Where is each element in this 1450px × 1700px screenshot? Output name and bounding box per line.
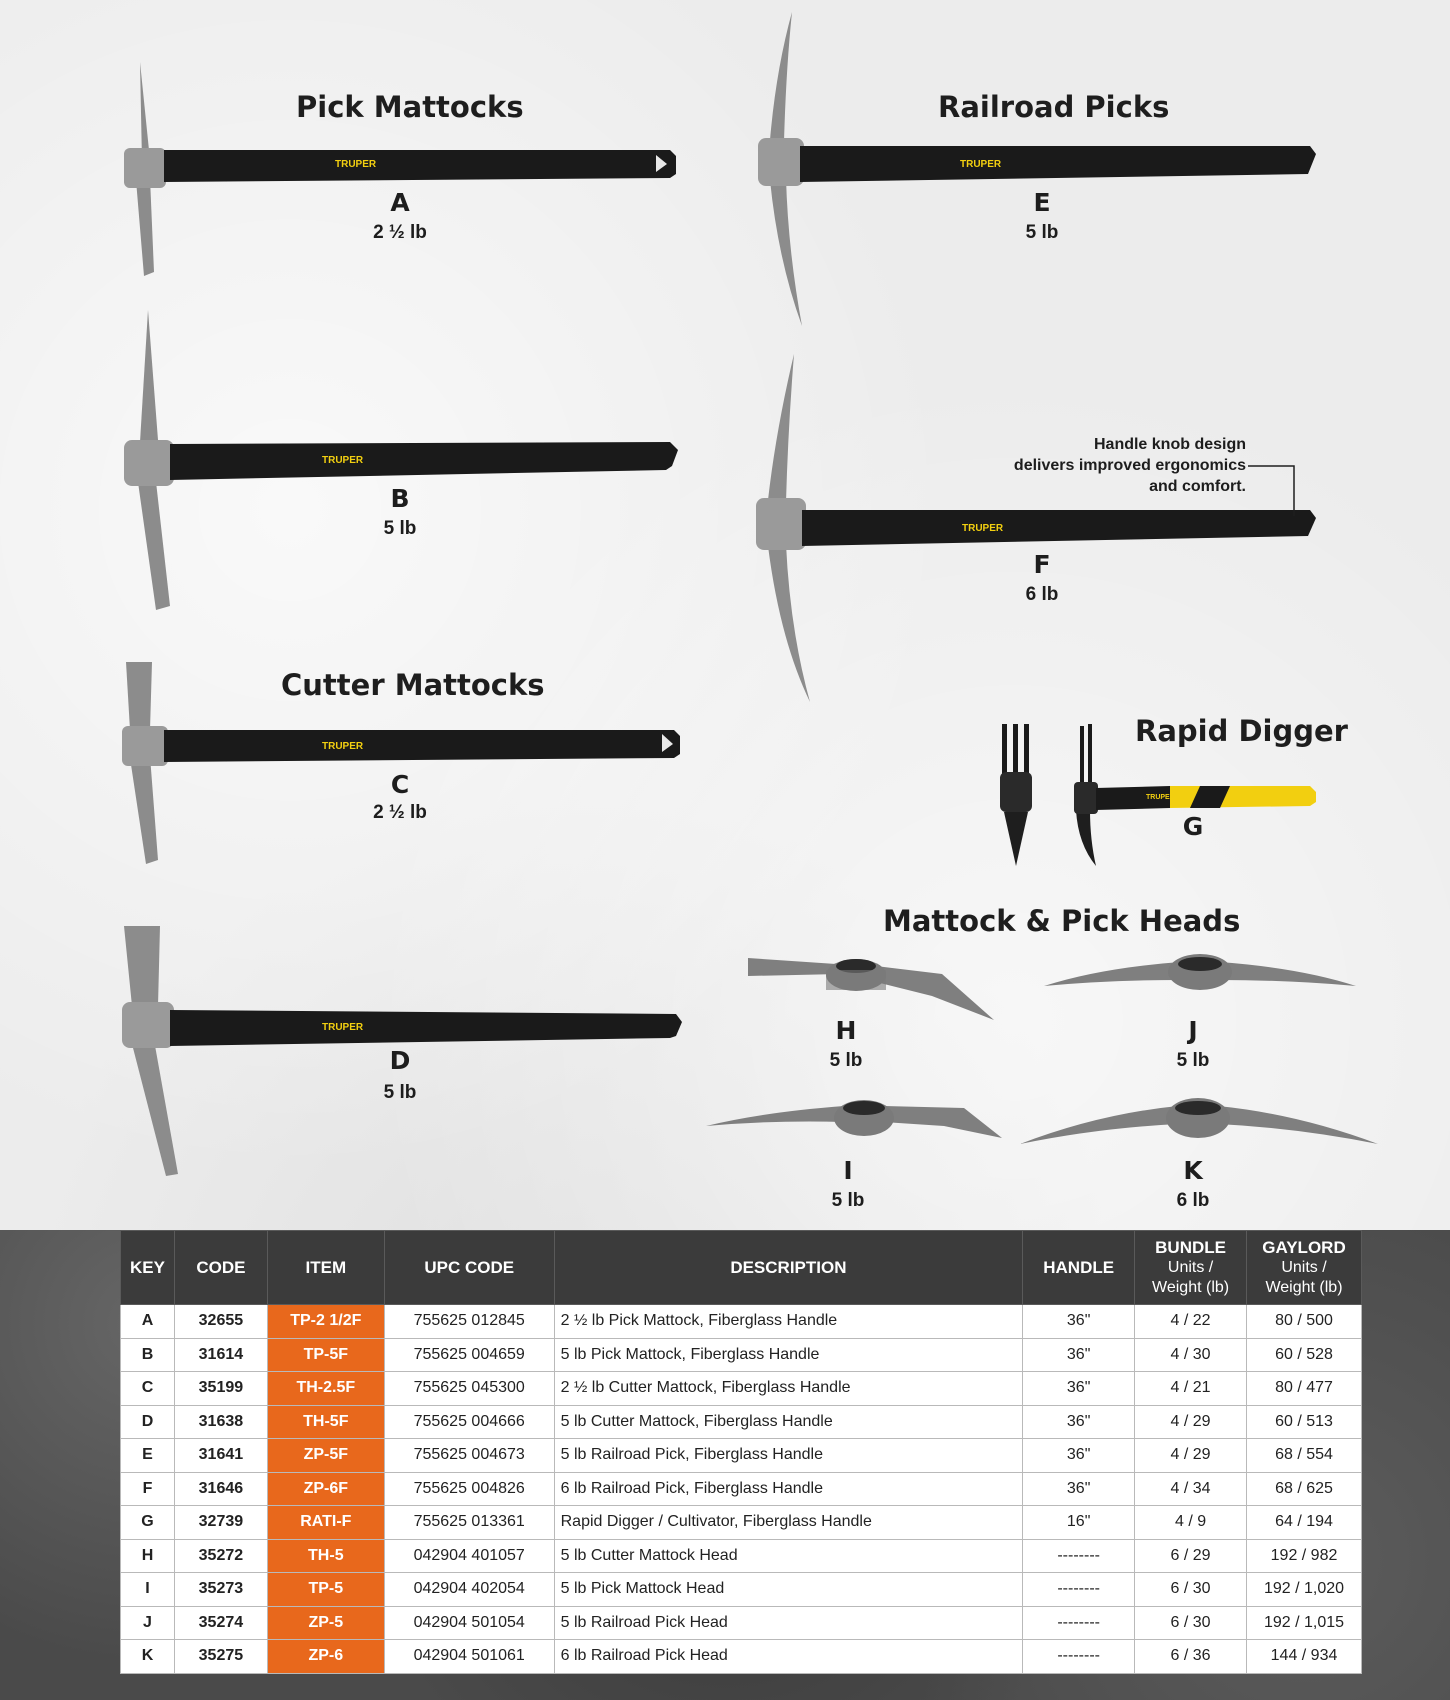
table-row bbox=[121, 1338, 1362, 1372]
cell-gaylord: 60 / 528 bbox=[1247, 1338, 1362, 1372]
head-image-i bbox=[704, 1092, 1004, 1152]
tool-image-g-side bbox=[1070, 720, 1320, 870]
table-row bbox=[121, 1506, 1362, 1540]
tool-image-c bbox=[110, 660, 690, 865]
tool-image-b bbox=[110, 310, 690, 610]
table-row bbox=[121, 1372, 1362, 1406]
cell-bundle: 4 / 29 bbox=[1135, 1405, 1247, 1439]
col-header-item: ITEM bbox=[267, 1231, 384, 1305]
tool-weight-b: 5 lb bbox=[383, 518, 417, 539]
cell-upc: 755625 013361 bbox=[384, 1506, 554, 1540]
cell-item: TP-5 bbox=[267, 1573, 384, 1607]
cell-bundle: 4 / 30 bbox=[1135, 1338, 1247, 1372]
callout-line-3: and comfort. bbox=[1149, 478, 1246, 495]
brand-label: TRUPER bbox=[1146, 794, 1175, 801]
cell-item: TP-5F bbox=[267, 1338, 384, 1372]
tool-image-f bbox=[740, 350, 1320, 710]
cell-upc: 042904 402054 bbox=[384, 1573, 554, 1607]
cell-handle: 36" bbox=[1023, 1305, 1135, 1339]
cell-item: TH-5F bbox=[267, 1405, 384, 1439]
section-title-cutter-mattocks: Cutter Mattocks bbox=[281, 668, 545, 702]
cell-description: 5 lb Cutter Mattock Head bbox=[554, 1539, 1023, 1573]
cell-bundle: 6 / 36 bbox=[1135, 1640, 1247, 1674]
gaylord-sub-2: Weight (lb) bbox=[1265, 1278, 1343, 1296]
cell-description: 5 lb Railroad Pick Head bbox=[554, 1606, 1023, 1640]
cell-upc: 755625 012845 bbox=[384, 1305, 554, 1339]
cell-code: 35273 bbox=[174, 1573, 267, 1607]
cell-description: Rapid Digger / Cultivator, Fiberglass Handle bbox=[554, 1506, 1023, 1540]
cell-key: H bbox=[121, 1539, 175, 1573]
cell-bundle: 4 / 29 bbox=[1135, 1439, 1247, 1473]
cell-handle: -------- bbox=[1023, 1573, 1135, 1607]
cell-upc: 755625 004673 bbox=[384, 1439, 554, 1473]
cell-description: 5 lb Pick Mattock Head bbox=[554, 1573, 1023, 1607]
product-spec-table bbox=[120, 1230, 1362, 1674]
col-header-description: DESCRIPTION bbox=[554, 1231, 1023, 1305]
cell-item: RATI-F bbox=[267, 1506, 384, 1540]
table-row bbox=[121, 1439, 1362, 1473]
cell-gaylord: 80 / 500 bbox=[1247, 1305, 1362, 1339]
section-title-rapid-digger: Rapid Digger bbox=[1135, 714, 1348, 748]
cell-key: G bbox=[121, 1506, 175, 1540]
brand-label: TRUPER bbox=[960, 159, 1002, 170]
cell-item: TH-5 bbox=[267, 1539, 384, 1573]
cell-key: J bbox=[121, 1606, 175, 1640]
cell-code: 35199 bbox=[174, 1372, 267, 1406]
tool-weight-d: 5 lb bbox=[383, 1082, 417, 1103]
table-row bbox=[121, 1405, 1362, 1439]
cell-gaylord: 68 / 554 bbox=[1247, 1439, 1362, 1473]
table-body bbox=[121, 1305, 1362, 1674]
head-weight-k: 6 lb bbox=[1176, 1190, 1210, 1211]
cell-handle: 16" bbox=[1023, 1506, 1135, 1540]
cell-description: 5 lb Cutter Mattock, Fiberglass Handle bbox=[554, 1405, 1023, 1439]
cell-upc: 042904 501061 bbox=[384, 1640, 554, 1674]
brand-label: TRUPER bbox=[962, 523, 1004, 534]
tool-image-a bbox=[110, 50, 690, 280]
cell-key: C bbox=[121, 1372, 175, 1406]
cell-code: 31614 bbox=[174, 1338, 267, 1372]
cell-description: 5 lb Pick Mattock, Fiberglass Handle bbox=[554, 1338, 1023, 1372]
head-letter-h: H bbox=[835, 1016, 857, 1045]
brand-label: TRUPER bbox=[335, 159, 377, 170]
table-row bbox=[121, 1573, 1362, 1607]
cell-gaylord: 60 / 513 bbox=[1247, 1405, 1362, 1439]
tool-weight-f: 6 lb bbox=[1025, 584, 1059, 605]
col-header-key: KEY bbox=[121, 1231, 175, 1305]
tool-weight-c: 2 ½ lb bbox=[373, 802, 427, 823]
cell-code: 31641 bbox=[174, 1439, 267, 1473]
head-weight-j: 5 lb bbox=[1176, 1050, 1210, 1071]
tool-letter-g: G bbox=[1182, 812, 1204, 841]
section-title-pick-mattocks: Pick Mattocks bbox=[296, 90, 524, 124]
brand-label: TRUPER bbox=[322, 741, 364, 752]
col-header-handle: HANDLE bbox=[1023, 1231, 1135, 1305]
callout-leader-line bbox=[1246, 464, 1300, 520]
cell-key: D bbox=[121, 1405, 175, 1439]
cell-item: ZP-5F bbox=[267, 1439, 384, 1473]
gaylord-sub-1: Units / bbox=[1281, 1258, 1327, 1276]
cell-upc: 755625 004659 bbox=[384, 1338, 554, 1372]
table-row bbox=[121, 1640, 1362, 1674]
tool-letter-d: D bbox=[389, 1046, 411, 1075]
cell-bundle: 6 / 29 bbox=[1135, 1539, 1247, 1573]
head-image-h bbox=[746, 950, 996, 1025]
cell-gaylord: 68 / 625 bbox=[1247, 1472, 1362, 1506]
cell-key: I bbox=[121, 1573, 175, 1607]
head-image-k bbox=[1018, 1092, 1380, 1152]
cell-gaylord: 192 / 1,015 bbox=[1247, 1606, 1362, 1640]
cell-bundle: 4 / 34 bbox=[1135, 1472, 1247, 1506]
cell-handle: -------- bbox=[1023, 1640, 1135, 1674]
cell-handle: 36" bbox=[1023, 1338, 1135, 1372]
col-header-gaylord bbox=[1247, 1231, 1362, 1305]
cell-bundle: 6 / 30 bbox=[1135, 1573, 1247, 1607]
tool-weight-e: 5 lb bbox=[1025, 222, 1059, 243]
cell-upc: 755625 004826 bbox=[384, 1472, 554, 1506]
table-row bbox=[121, 1305, 1362, 1339]
tool-letter-e: E bbox=[1033, 188, 1051, 217]
bundle-sub-2: Weight (lb) bbox=[1152, 1278, 1230, 1296]
cell-bundle: 6 / 30 bbox=[1135, 1606, 1247, 1640]
head-image-j bbox=[1040, 950, 1360, 1010]
cell-handle: 36" bbox=[1023, 1472, 1135, 1506]
cell-bundle: 4 / 21 bbox=[1135, 1372, 1247, 1406]
cell-handle: -------- bbox=[1023, 1606, 1135, 1640]
cell-item: ZP-5 bbox=[267, 1606, 384, 1640]
cell-gaylord: 192 / 982 bbox=[1247, 1539, 1362, 1573]
tool-letter-a: A bbox=[390, 188, 410, 217]
section-title-railroad-picks: Railroad Picks bbox=[938, 90, 1170, 124]
callout-line-1: Handle knob design bbox=[1093, 436, 1246, 453]
cell-key: B bbox=[121, 1338, 175, 1372]
cell-item: ZP-6 bbox=[267, 1640, 384, 1674]
cell-description: 6 lb Railroad Pick Head bbox=[554, 1640, 1023, 1674]
cell-handle: -------- bbox=[1023, 1539, 1135, 1573]
head-weight-h: 5 lb bbox=[829, 1050, 863, 1071]
cell-description: 2 ½ lb Pick Mattock, Fiberglass Handle bbox=[554, 1305, 1023, 1339]
cell-bundle: 4 / 9 bbox=[1135, 1506, 1247, 1540]
section-title-heads: Mattock & Pick Heads bbox=[883, 904, 1241, 938]
cell-key: K bbox=[121, 1640, 175, 1674]
cell-code: 35275 bbox=[174, 1640, 267, 1674]
cell-code: 35274 bbox=[174, 1606, 267, 1640]
cell-code: 32655 bbox=[174, 1305, 267, 1339]
cell-key: A bbox=[121, 1305, 175, 1339]
cell-item: ZP-6F bbox=[267, 1472, 384, 1506]
head-letter-j: J bbox=[1188, 1016, 1198, 1045]
bundle-sub-1: Units / bbox=[1167, 1258, 1214, 1276]
cell-key: E bbox=[121, 1439, 175, 1473]
cell-item: TH-2.5F bbox=[267, 1372, 384, 1406]
table-row bbox=[121, 1539, 1362, 1573]
cell-handle: 36" bbox=[1023, 1405, 1135, 1439]
cell-gaylord: 64 / 194 bbox=[1247, 1506, 1362, 1540]
gaylord-title: GAYLORD bbox=[1262, 1237, 1346, 1257]
col-header-upc: UPC CODE bbox=[384, 1231, 554, 1305]
cell-upc: 042904 401057 bbox=[384, 1539, 554, 1573]
cell-upc: 755625 004666 bbox=[384, 1405, 554, 1439]
cell-bundle: 4 / 22 bbox=[1135, 1305, 1247, 1339]
callout-line-2: delivers improved ergonomics bbox=[1013, 457, 1246, 474]
cell-description: 5 lb Railroad Pick, Fiberglass Handle bbox=[554, 1439, 1023, 1473]
cell-handle: 36" bbox=[1023, 1372, 1135, 1406]
cell-key: F bbox=[121, 1472, 175, 1506]
tool-image-g-front bbox=[996, 720, 1036, 870]
cell-gaylord: 192 / 1,020 bbox=[1247, 1573, 1362, 1607]
head-letter-i: I bbox=[843, 1156, 853, 1185]
tool-image-e bbox=[740, 10, 1320, 330]
bundle-title: BUNDLE bbox=[1155, 1237, 1226, 1257]
cell-code: 35272 bbox=[174, 1539, 267, 1573]
cell-handle: 36" bbox=[1023, 1439, 1135, 1473]
brand-label: TRUPER bbox=[322, 1022, 364, 1033]
table-row bbox=[121, 1606, 1362, 1640]
brand-label: TRUPER bbox=[322, 455, 364, 466]
cell-item: TP-2 1/2F bbox=[267, 1305, 384, 1339]
cell-gaylord: 80 / 477 bbox=[1247, 1372, 1362, 1406]
handle-knob-callout bbox=[1000, 434, 1246, 497]
tool-letter-c: C bbox=[390, 770, 410, 799]
head-letter-k: K bbox=[1183, 1156, 1203, 1185]
cell-description: 2 ½ lb Cutter Mattock, Fiberglass Handle bbox=[554, 1372, 1023, 1406]
cell-upc: 755625 045300 bbox=[384, 1372, 554, 1406]
cell-gaylord: 144 / 934 bbox=[1247, 1640, 1362, 1674]
cell-code: 32739 bbox=[174, 1506, 267, 1540]
head-weight-i: 5 lb bbox=[831, 1190, 865, 1211]
tool-letter-f: F bbox=[1033, 550, 1051, 579]
tool-weight-a: 2 ½ lb bbox=[373, 222, 427, 243]
table-header-row bbox=[121, 1231, 1362, 1305]
col-header-code: CODE bbox=[174, 1231, 267, 1305]
cell-upc: 042904 501054 bbox=[384, 1606, 554, 1640]
cell-code: 31646 bbox=[174, 1472, 267, 1506]
cell-description: 6 lb Railroad Pick, Fiberglass Handle bbox=[554, 1472, 1023, 1506]
table-row bbox=[121, 1472, 1362, 1506]
cell-code: 31638 bbox=[174, 1405, 267, 1439]
tool-letter-b: B bbox=[390, 484, 410, 513]
col-header-bundle bbox=[1135, 1231, 1247, 1305]
